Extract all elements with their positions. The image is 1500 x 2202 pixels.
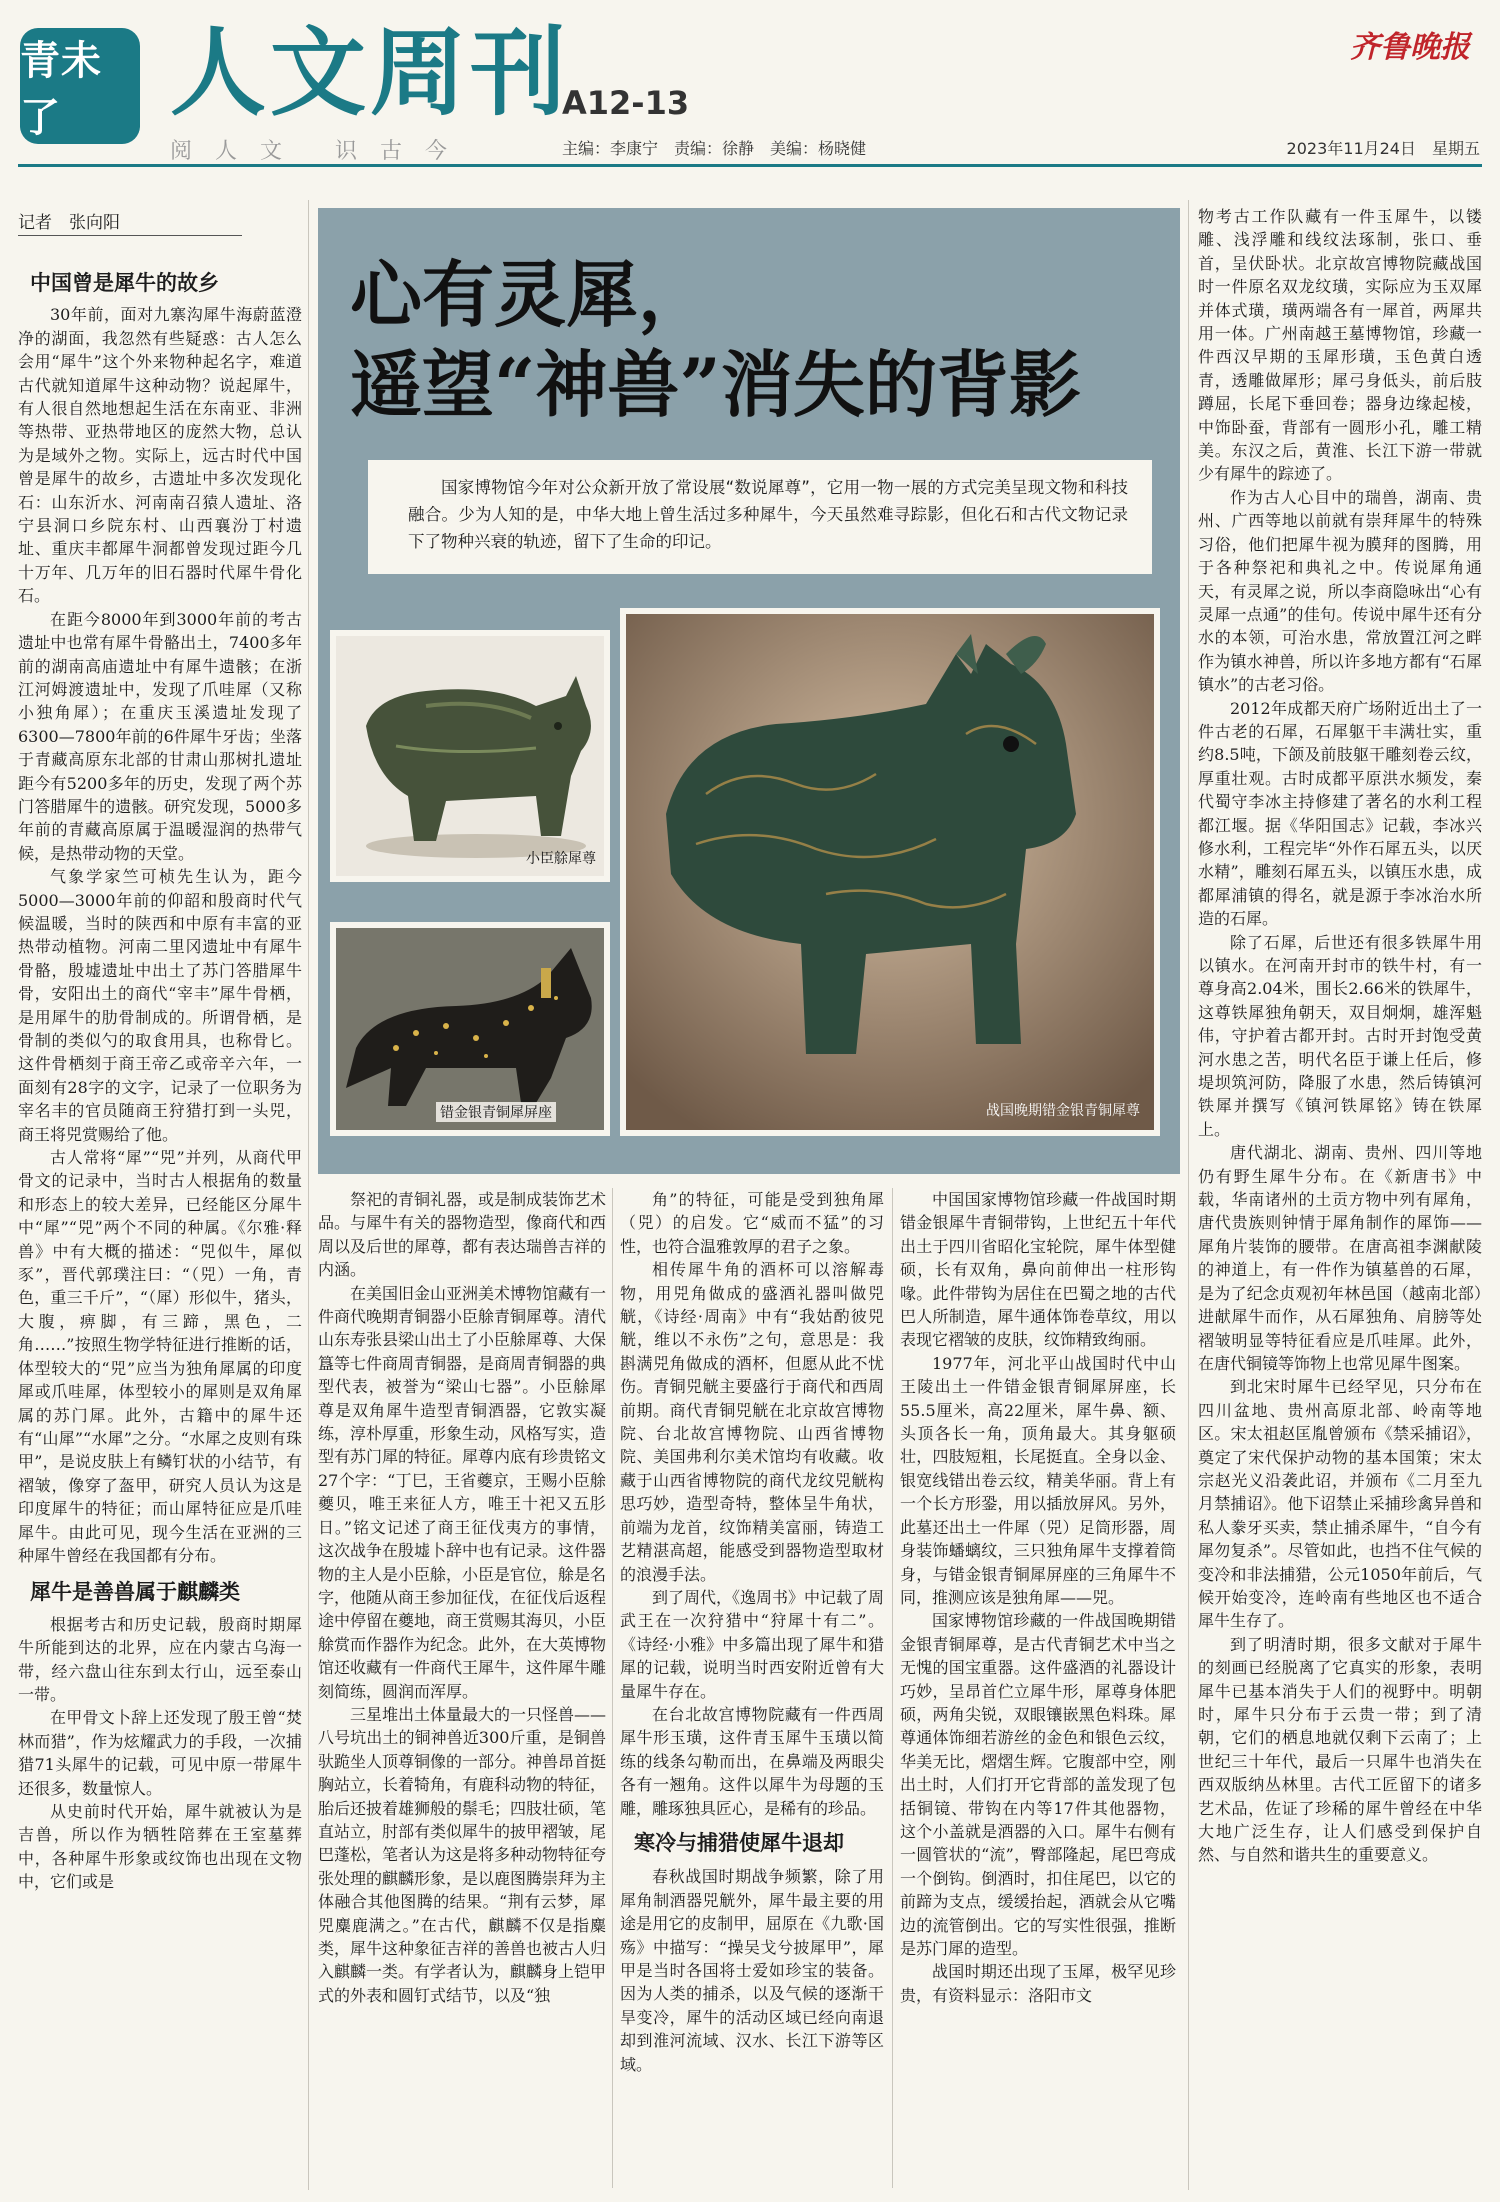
column-divider — [892, 1188, 893, 2188]
paragraph: 在距今8000年到3000年前的考古遗址中也常有犀牛骨骼出土，7400多年前的湖南高庙遗址中有犀牛遗骸；在浙江河姆渡遗址中，发现了爪哇犀（又称小独角犀）；在重庆玉溪遗址发现了6300—7800年前的6件犀牛牙齿；坐落于青藏高原东北部的甘肃山那树扎遗址距今有5200多年的历史，发现了两个苏门答腊犀牛的遗骸。研究发现，5000多年前的青藏高原属于温暖湿润的热带气候，是热带动物的天堂。 — [18, 609, 302, 863]
paragraph: 唐代湖北、湖南、贵州、四川等地仍有野生犀牛分布。在《新唐书》中载，华南诸州的土贡方物中列有犀角，唐代贵族则钟情于犀角制作的犀饰——犀角片装饰的腰带。在唐高祖李渊献陵的神道上，有一件作为镇墓兽的石犀，是为了纪念贞观初年林邑国（越南北部）进献犀牛而作，从石犀独角、肩膀等处褶皱明显等特征看应是爪哇犀。此外，在唐代铜镜等饰物上也常见犀牛图案。 — [1198, 1143, 1482, 1373]
paragraph: 到了周代，《逸周书》中记载了周武王在一次狩猎中“狩犀十有二”。《诗经·小雅》中多篇出现了犀牛和猎犀的记载，说明当时西安附近曾有大量犀牛存在。 — [620, 1587, 884, 1701]
paragraph: 祭祀的青铜礼器，或是制成装饰艺术品。与犀牛有关的器物造型，像商代和西周以及后世的犀尊，都有表达瑞兽吉祥的内涵。 — [318, 1190, 606, 1280]
column-divider — [1188, 200, 1189, 2190]
masthead-rule — [18, 164, 1482, 167]
article-column-5 — [1198, 205, 1482, 2195]
reporter-byline: 记者 张向阳 — [18, 208, 242, 236]
paragraph: 在美国旧金山亚洲美术博物馆藏有一件商代晚期青铜器小臣艅青铜犀尊。清代山东寿张县梁山出土了小臣艅犀尊、大保簋等七件商周青铜器，是商周青铜器的典型代表，被誉为“梁山七器”。小臣艅犀尊是双角犀牛造型青铜酒器，它敦实凝练，淳朴厚重，形象生动，风格写实，造型有苏门犀的特征。犀尊内底有珍贵铭文27个字：“丁巳，王省夔京，王赐小臣艅夔贝，唯王来征人方，唯王十祀又五肜日。”铭文记述了商王征伐夷方的事情，这次战争在殷墟卜辞中也有记录。这件器物的主人是小臣艅，小臣是官位，艅是名字，他随从商王参加征伐，在征伐后返程途中停留在夔地，商王赏赐其海贝，小臣艅赏而作器作为纪念。此外，在大英博物馆还收藏有一件商代王犀牛，这件犀牛雕刻简练，圆润而浑厚。 — [318, 1283, 606, 1701]
paragraph: 30年前，面对九寨沟犀牛海蔚蓝澄净的湖面，我忽然有些疑惑：古人怎么会用“犀牛”这个外来物种起名字，难道古代就知道犀牛这种动物？说起犀牛，有人很自然地想起生活在东南亚、非洲等热带、亚热带地区的庞然大物，总认为是域外之物。实际上，远古时代中国曾是犀牛的故乡，古遗址中多次发现化石：山东沂水、河南南召猿人遗址、洛宁县洞口乡院东村、山西襄汾丁村遗址、重庆丰都犀牛洞都曾发现过距今几十万年、几万年的旧石器时代犀牛骨化石。 — [18, 305, 302, 606]
page-numbers: A12-13 — [562, 84, 690, 122]
paragraph: 到北宋时犀牛已经罕见，只分布在四川盆地、贵州高原北部、岭南等地区。宋太祖赵匡胤曾颁布《禁采捕诏》，奠定了宋代保护动物的基本国策；宋太宗赵光义沿袭此诏，并颁布《二月至九月禁捕诏》。他下诏禁止采捕珍禽异兽和私人豢牙买卖，禁止捕杀犀牛，“自今有犀勿复杀”。尽管如此，也挡不住气候的变冷和非法捕猎，公元1050年前后，气候开始变冷，连岭南有些地区也不适合犀牛生存了。 — [1198, 1377, 1482, 1631]
article-column-1 — [18, 266, 302, 2196]
paragraph: 相传犀牛角的酒杯可以溶解毒物，用兕角做成的盛酒礼器叫做兕觥，《诗经·周南》中有“我姑酌彼兕觥，维以不永伤”之句，意思是：我斟满兕角做成的酒杯，但愿从此不忧伤。青铜兕觥主要盛行于商代和西周前期。商代青铜兕觥在北京故宫博物院、台北故宫博物院、山西省博物院、美国弗利尔美术馆均有收藏。收藏于山西省博物院的商代龙纹兕觥构思巧妙，造型奇特，整体呈牛角状，前端为龙首，纹饰精美富丽，铸造工艺精湛高超，能感受到器物造型取材的浪漫手法。 — [620, 1260, 884, 1584]
paragraph: 战国时期还出现了玉犀，极罕见珍贵，有资料显示：洛阳市文 — [900, 1962, 1176, 2005]
paragraph: 三星堆出土体量最大的一只怪兽——八号坑出土的铜神兽近300斤重，是铜兽驮跪坐人顶尊铜像的一部分。神兽昂首挺胸站立，长着犄角，有鹿科动物的特征，胎后还披着雄狮般的鬃毛；四肢壮硕，笔直站立，肘部有类似犀牛的披甲褶皱，尾巴蓬松，笔者认为这是将多种动物特征夸张处理的麒麟形象，是以鹿图腾崇拜为主体融合其他图腾的结果。“荆有云梦，犀兕麋鹿满之。”在古代，麒麟不仅是指麋类，犀牛这种象征吉祥的善兽也被古人归入麒麟一类。有学者认为，麒麟身上铠甲式的外表和圆钉式结节，以及“独 — [318, 1704, 606, 2005]
paragraph: 作为古人心目中的瑞兽，湖南、贵州、广西等地以前就有崇拜犀牛的特殊习俗，他们把犀牛视为膜拜的图腾，用于各种祭祀和典礼之中。传说犀角通天，有灵犀之说，所以李商隐咏出“心有灵犀一点通”的佳句。传说中犀牛还有分水的本领，可治水患，常放置江河之畔作为镇水神兽，所以许多地方都有“石犀镇水”的古老习俗。 — [1198, 487, 1482, 695]
rhino-stand-image — [336, 928, 604, 1130]
subheading-3: 寒冷与捕猎使犀牛退却 — [634, 1830, 844, 1855]
paragraph: 2012年成都天府广场附近出土了一件古老的石犀，石犀躯干丰满壮实，重约8.5吨，下颌及前肢躯干雕刻卷云纹，厚重壮观。古时成都平原洪水频发，秦代蜀守李冰主持修建了著名的水利工程都江堰。据《华阳国志》记载，李冰兴修水利，工程完毕“外作石犀五头，以厌水精”，雕刻石犀五头，以镇压水患，成都犀浦镇的得名，就是源于李冰治水所造的石犀。 — [1198, 698, 1482, 929]
subheading-1: 中国曾是犀牛的故乡 — [30, 271, 219, 295]
headline-line-2: 遥望“神兽”消失的背影 — [350, 342, 1081, 427]
article-column-3 — [620, 1188, 884, 2192]
photo-xiaochenyu-rhino-zun — [330, 630, 610, 882]
paragraph: 气象学家竺可桢先生认为，距今5000—3000年前的仰韶和殷商时代气候温暖，当时的陕西和中原有丰富的亚热带动植物。河南二里冈遗址中有犀牛骨骼，殷墟遗址中出土了苏门答腊犀牛骨，安阳出土的商代“宰丰”犀牛骨栖，是用犀牛的肋骨制成的。所谓骨栖，是骨制的类似勺的取食用具，也称骨匕。这件骨栖刻于商王帝乙或帝辛六年，一面刻有28字的文字，记录了一位职务为宰名丰的官员随商王狩猎打到一头兕，商王将兕赏赐给了他。 — [18, 867, 302, 1144]
qingweiliao-logo: 青未了 — [20, 28, 140, 144]
paragraph: 中国国家博物馆珍藏一件战国时期错金银犀牛青铜带钩，上世纪五十年代出土于四川省昭化宝轮院，犀牛体型健硕，长有双角，鼻向前伸出一柱形钩喙。此件带钩为居住在巴蜀之地的古代巴人所制造，犀牛通体饰卷草纹，用以表现它褶皱的皮肤，纹饰精致绚丽。 — [900, 1190, 1176, 1350]
photo-caption: 小臣艅犀尊 — [526, 851, 596, 867]
column-divider — [612, 1188, 613, 2188]
paragraph: 物考古工作队藏有一件玉犀牛，以镂雕、浅浮雕和线纹法琢制，张口、垂首，呈伏卧状。北京故宫博物院藏战国时一件原名双龙纹璜，实际应为玉双犀并体式璜，璜两端各有一犀首，两犀共用一体。广州南越王墓博物馆，珍藏一件西汉早期的玉犀形璜，玉色黄白透青，透雕做犀形；犀弓身低头，前后肢蹲屈，长尾下垂回卷；器身边缘起棱，中饰卧蚕，背部有一圆形小孔，雕工精美。东汉之后，黄淮、长江下游一带就少有犀牛的踪迹了。 — [1198, 207, 1482, 484]
column-divider — [308, 200, 309, 2190]
paragraph: 古人常将“犀”“兕”并列，从商代甲骨文的记录中，当时古人根据角的数量和形态上的较大差异，已经能区分犀牛中“犀”“兕”两个不同的种属。《尔雅·释兽》中有大概的描述：“兕似牛，犀似豕”，晋代郭璞注曰：“（兕）一角，青色，重三千斤”，“（犀）形似牛，猪头，大腹，痹脚，有三蹄，黑色，二角……”按照生物学特征进行推断的话，体型较大的“兕”应当为独角犀属的印度犀或爪哇犀，体型较小的犀则是双角犀属的苏门犀。此外，古籍中的犀牛还有“山犀”“水犀”之分。“水犀之皮则有珠甲”，是说皮肤上有鳞钉状的小结节，有褶皱，像穿了盔甲，研究人员认为这是印度犀牛的特征；而山犀特征应是爪哇犀牛。由此可见，现今生活在亚洲的三种犀牛曾经在我国都有分布。 — [18, 1148, 302, 1565]
paragraph: 春秋战国时期战争频繁，除了用犀角制酒器兕觥外，犀牛最主要的用途是用它的皮制甲，屈原在《九歌·国殇》中描写：“操吴戈兮披犀甲”，犀甲是当时各国将士爱如珍宝的装备。因为人类的捕杀，以及气候的逐渐干旱变冷，犀牛的活动区域已经向南退却到淮河流域、汉水、长江下游等区域。 — [620, 1867, 884, 2074]
rhino-zun-image — [336, 636, 604, 876]
newspaper-brand: 齐鲁晚报 — [1350, 30, 1470, 65]
section-motto: 阅人文 识古今 — [170, 139, 470, 164]
subheading-2: 犀牛是善兽属于麒麟类 — [30, 1580, 240, 1605]
paragraph: 在台北故宫博物院藏有一件西周犀牛形玉璜，这件青玉犀牛玉璜以简练的线条勾勒而出，在鼻端及两眼尖各有一翘角。这件以犀牛为母题的玉雕，雕琢独具匠心，是稀有的珍品。 — [620, 1704, 884, 1818]
photo-caption: 错金银青铜犀屏座 — [436, 1102, 556, 1122]
editor-credits: 主编：李康宁 责编：徐静 美编：杨晓健 — [562, 139, 867, 158]
photo-rhino-screen-stand — [330, 922, 610, 1136]
article-column-4 — [900, 1188, 1176, 2192]
paragraph: 1977年，河北平山战国时代中山王陵出土一件错金银青铜犀屏座，长55.5厘米，高22厘米，犀牛鼻、额、头顶各长一角，顶角最大。其身躯硕壮，四肢短粗，长尾挺直。全身以金、银宽线错出卷云纹，精美华丽。背上有一个长方形銎，用以插放屏风。另外，此墓还出土一件犀（兕）足筒形器，周身装饰蟠螭纹，三只独角犀牛支撑着筒身，与错金银青铜犀屏座的三角犀牛不同，推测应该是独角犀——兕。 — [900, 1353, 1176, 1607]
paragraph: 在甲骨文卜辞上还发现了殷王曾“焚林而猎”，作为炫耀武力的手段，一次捕猎71头犀牛的记载，可见中原一带犀牛还很多，数量惊人。 — [18, 1708, 302, 1798]
paragraph: 角”的特征，可能是受到独角犀（兕）的启发。它“威而不猛”的习性，也符合温雅敦厚的君子之象。 — [620, 1190, 884, 1256]
photo-caption: 战国晚期错金银青铜犀尊 — [986, 1103, 1140, 1119]
paragraph: 根据考古和历史记载，殷商时期犀牛所能到达的北界，应在内蒙古乌海一带，经六盘山往东到太行山，远至泰山一带。 — [18, 1614, 302, 1704]
lead-paragraph: 国家博物馆今年对公众新开放了常设展“数说犀尊”，它用一物一展的方式完美呈现文物和科技融合。少为人知的是，中华大地上曾生活过多种犀牛，今天虽然难寻踪影，但化石和古代文物记录下了物种兴衰的轨迹，留下了生命的印记。 — [368, 460, 1152, 574]
section-title: 人文周刊 — [170, 16, 570, 129]
paragraph: 除了石犀，后世还有很多铁犀牛用以镇水。在河南开封市的铁牛村，有一尊身高2.04米，围长2.66米的铁犀牛，这尊铁犀独角朝天，双目炯炯，雄浑魁伟，守护着古都开封。古时开封饱受黄河水患之苦，明代名臣于谦上任后，修堤坝筑河防，降服了水患，然后铸镇河铁犀并撰写《镇河铁犀铭》铸在铁犀上。 — [1198, 932, 1482, 1139]
main-headline — [350, 250, 1081, 430]
issue-date: 2023年11月24日 星期五 — [1286, 139, 1480, 158]
paragraph: 到了明清时期，很多文献对于犀牛的刻画已经脱离了它真实的形象，表明犀牛已基本消失于人们的视野中。明朝时，犀牛只分布于云贵一带；到了清朝，它们的栖息地就仅剩下云南了；上世纪三十年代，最后一只犀牛也消失在西双版纳丛林里。古代工匠留下的诸多艺术品，佐证了珍稀的犀牛曾经在中华大地广泛生存，让人们感受到保护自然、与自然和谐共生的重要意义。 — [1198, 1634, 1482, 1865]
article-column-2 — [318, 1188, 606, 2192]
photo-warring-states-rhino-zun — [620, 608, 1160, 1136]
bronze-rhino-image — [626, 614, 1154, 1130]
headline-line-1: 心有灵犀， — [350, 252, 711, 337]
paragraph: 从史前时代开始，犀牛就被认为是吉兽，所以作为牺牲陪葬在王室墓葬中，各种犀牛形象或纹饰也出现在文物中，它们或是 — [18, 1802, 302, 1892]
paragraph: 国家博物馆珍藏的一件战国晚期错金银青铜犀尊，是古代青铜艺术中当之无愧的国宝重器。这件盛酒的礼器设计巧妙，呈昂首伫立犀牛形，犀尊身体肥硕，两角尖锐，双眼镶嵌黑色料珠。犀尊通体饰细若游丝的金色和银色云纹，华美无比，熠熠生辉。它腹部中空，刚出土时，人们打开它背部的盖发现了包括铜镜、带钩在内等17件其他器物，这个小盖就是酒器的入口。犀牛右侧有一圆管状的“流”，臀部隆起，尾巴弯成一个倒钩。倒酒时，扣住尾巴，以它的前蹄为支点，缓缓抬起，酒就会从它嘴边的流管倒出。它的写实性很强，推断是苏门犀的造型。 — [900, 1611, 1176, 1958]
